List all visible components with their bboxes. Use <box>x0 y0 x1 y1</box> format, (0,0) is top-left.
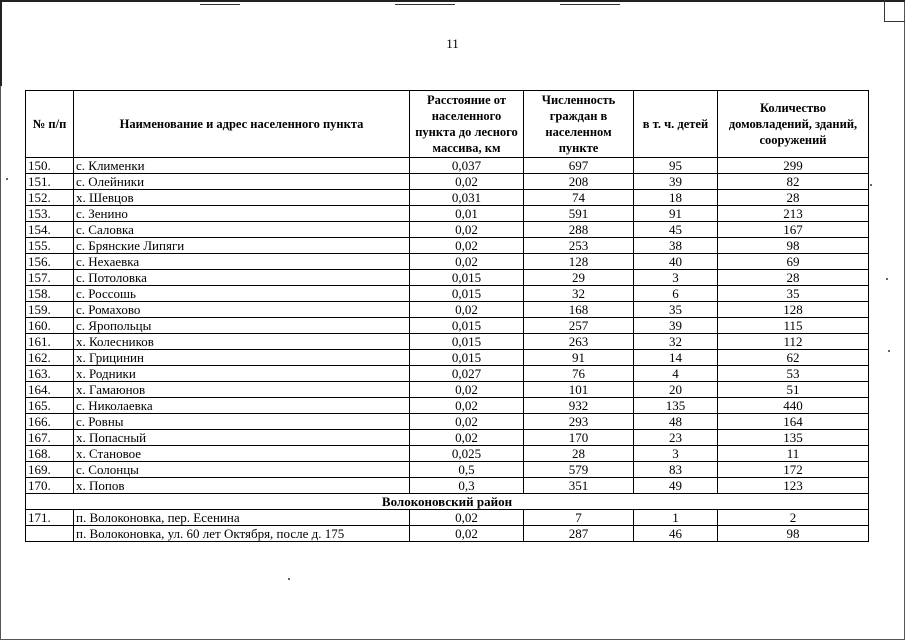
population-cell: 579 <box>524 462 634 478</box>
children-cell: 91 <box>634 206 718 222</box>
children-cell: 3 <box>634 270 718 286</box>
children-cell: 6 <box>634 286 718 302</box>
table-row <box>26 526 869 542</box>
row-number: 169. <box>26 462 74 478</box>
distance-cell: 0,02 <box>410 302 524 318</box>
table-row <box>26 238 869 254</box>
distance-cell: 0,02 <box>410 414 524 430</box>
settlement-name: с. Нехаевка <box>74 254 410 270</box>
children-cell: 135 <box>634 398 718 414</box>
distance-cell: 0,027 <box>410 366 524 382</box>
population-cell: 591 <box>524 206 634 222</box>
settlement-name: х. Становое <box>74 446 410 462</box>
row-number <box>26 526 74 542</box>
scan-artifact <box>560 4 620 5</box>
children-cell: 83 <box>634 462 718 478</box>
table-row <box>26 510 869 526</box>
children-cell: 38 <box>634 238 718 254</box>
scan-top-edge <box>0 0 905 2</box>
row-number: 166. <box>26 414 74 430</box>
distance-cell: 0,015 <box>410 286 524 302</box>
households-cell: 164 <box>718 414 869 430</box>
row-number: 156. <box>26 254 74 270</box>
distance-cell: 0,02 <box>410 222 524 238</box>
population-cell: 128 <box>524 254 634 270</box>
table-row <box>26 446 869 462</box>
row-number: 158. <box>26 286 74 302</box>
table-row <box>26 318 869 334</box>
col-header-children: в т. ч. детей <box>634 91 718 158</box>
row-number: 150. <box>26 158 74 174</box>
table-row <box>26 430 869 446</box>
row-number: 152. <box>26 190 74 206</box>
households-cell: 440 <box>718 398 869 414</box>
table-row <box>26 270 869 286</box>
scan-speck <box>888 350 890 352</box>
table-row <box>26 286 869 302</box>
population-cell: 7 <box>524 510 634 526</box>
settlement-name: х. Гамаюнов <box>74 382 410 398</box>
households-cell: 53 <box>718 366 869 382</box>
households-cell: 98 <box>718 238 869 254</box>
scan-corner <box>884 0 905 22</box>
households-cell: 28 <box>718 270 869 286</box>
children-cell: 4 <box>634 366 718 382</box>
households-cell: 128 <box>718 302 869 318</box>
row-number: 161. <box>26 334 74 350</box>
distance-cell: 0,02 <box>410 382 524 398</box>
table-row <box>26 254 869 270</box>
children-cell: 20 <box>634 382 718 398</box>
households-cell: 299 <box>718 158 869 174</box>
row-number: 163. <box>26 366 74 382</box>
distance-cell: 0,01 <box>410 206 524 222</box>
distance-cell: 0,3 <box>410 478 524 494</box>
scan-artifact <box>395 4 455 5</box>
population-cell: 28 <box>524 446 634 462</box>
children-cell: 18 <box>634 190 718 206</box>
table-row <box>26 222 869 238</box>
scan-artifact <box>200 4 240 5</box>
district-row <box>26 494 869 510</box>
population-cell: 32 <box>524 286 634 302</box>
population-cell: 170 <box>524 430 634 446</box>
row-number: 164. <box>26 382 74 398</box>
table-header-row <box>26 91 869 158</box>
households-cell: 11 <box>718 446 869 462</box>
distance-cell: 0,015 <box>410 270 524 286</box>
households-cell: 35 <box>718 286 869 302</box>
children-cell: 45 <box>634 222 718 238</box>
settlement-name: с. Зенино <box>74 206 410 222</box>
children-cell: 39 <box>634 174 718 190</box>
population-cell: 76 <box>524 366 634 382</box>
table-row <box>26 366 869 382</box>
households-cell: 82 <box>718 174 869 190</box>
table-row <box>26 158 869 174</box>
households-cell: 62 <box>718 350 869 366</box>
distance-cell: 0,015 <box>410 318 524 334</box>
settlement-name: с. Брянские Липяги <box>74 238 410 254</box>
scan-speck <box>6 178 8 180</box>
table-row <box>26 190 869 206</box>
households-cell: 115 <box>718 318 869 334</box>
scan-speck <box>886 278 888 280</box>
distance-cell: 0,02 <box>410 526 524 542</box>
table-row <box>26 398 869 414</box>
settlement-name: с. Яропольцы <box>74 318 410 334</box>
col-header-households: Количество домовладений, зданий, сооружений <box>718 91 869 158</box>
households-cell: 112 <box>718 334 869 350</box>
distance-cell: 0,015 <box>410 350 524 366</box>
settlement-name: с. Россошь <box>74 286 410 302</box>
settlement-name: х. Грицинин <box>74 350 410 366</box>
settlements-table <box>25 90 869 542</box>
row-number: 170. <box>26 478 74 494</box>
children-cell: 48 <box>634 414 718 430</box>
children-cell: 95 <box>634 158 718 174</box>
row-number: 151. <box>26 174 74 190</box>
distance-cell: 0,031 <box>410 190 524 206</box>
children-cell: 32 <box>634 334 718 350</box>
households-cell: 2 <box>718 510 869 526</box>
settlement-name: х. Колесников <box>74 334 410 350</box>
row-number: 159. <box>26 302 74 318</box>
row-number: 154. <box>26 222 74 238</box>
households-cell: 123 <box>718 478 869 494</box>
distance-cell: 0,02 <box>410 510 524 526</box>
distance-cell: 0,02 <box>410 254 524 270</box>
settlement-name: х. Родники <box>74 366 410 382</box>
settlement-name: х. Попов <box>74 478 410 494</box>
children-cell: 46 <box>634 526 718 542</box>
col-header-population: Численность граждан в населенном пункте <box>524 91 634 158</box>
col-header-distance: Расстояние от населенного пункта до лесного массива, км <box>410 91 524 158</box>
settlement-name: п. Волоконовка, ул. 60 лет Октября, после д. 175 <box>74 526 410 542</box>
population-cell: 101 <box>524 382 634 398</box>
settlement-name: с. Ромахово <box>74 302 410 318</box>
scan-speck <box>288 578 290 580</box>
population-cell: 168 <box>524 302 634 318</box>
district-heading: Волоконовский район <box>26 494 869 510</box>
settlement-name: с. Николаевка <box>74 398 410 414</box>
table-row <box>26 478 869 494</box>
children-cell: 40 <box>634 254 718 270</box>
col-header-name: Наименование и адрес населенного пункта <box>74 91 410 158</box>
row-number: 171. <box>26 510 74 526</box>
row-number: 162. <box>26 350 74 366</box>
households-cell: 69 <box>718 254 869 270</box>
distance-cell: 0,025 <box>410 446 524 462</box>
settlement-name: х. Попасный <box>74 430 410 446</box>
population-cell: 208 <box>524 174 634 190</box>
children-cell: 23 <box>634 430 718 446</box>
settlement-name: с. Ровны <box>74 414 410 430</box>
children-cell: 35 <box>634 302 718 318</box>
distance-cell: 0,015 <box>410 334 524 350</box>
households-cell: 51 <box>718 382 869 398</box>
table-row <box>26 382 869 398</box>
row-number: 167. <box>26 430 74 446</box>
children-cell: 1 <box>634 510 718 526</box>
table-row <box>26 302 869 318</box>
settlement-name: с. Клименки <box>74 158 410 174</box>
population-cell: 351 <box>524 478 634 494</box>
row-number: 160. <box>26 318 74 334</box>
population-cell: 932 <box>524 398 634 414</box>
households-cell: 167 <box>718 222 869 238</box>
population-cell: 91 <box>524 350 634 366</box>
row-number: 168. <box>26 446 74 462</box>
page-number: 11 <box>446 36 459 51</box>
settlement-name: с. Олейники <box>74 174 410 190</box>
row-number: 165. <box>26 398 74 414</box>
children-cell: 14 <box>634 350 718 366</box>
population-cell: 697 <box>524 158 634 174</box>
row-number: 155. <box>26 238 74 254</box>
table-row <box>26 334 869 350</box>
settlement-name: п. Волоконовка, пер. Есенина <box>74 510 410 526</box>
settlement-name: х. Шевцов <box>74 190 410 206</box>
table-row <box>26 350 869 366</box>
population-cell: 29 <box>524 270 634 286</box>
table-body <box>26 158 869 542</box>
table-row <box>26 206 869 222</box>
distance-cell: 0,037 <box>410 158 524 174</box>
children-cell: 49 <box>634 478 718 494</box>
settlement-name: с. Солонцы <box>74 462 410 478</box>
distance-cell: 0,02 <box>410 430 524 446</box>
population-cell: 293 <box>524 414 634 430</box>
population-cell: 253 <box>524 238 634 254</box>
table-row <box>26 414 869 430</box>
children-cell: 39 <box>634 318 718 334</box>
table-row <box>26 174 869 190</box>
households-cell: 98 <box>718 526 869 542</box>
children-cell: 3 <box>634 446 718 462</box>
row-number: 157. <box>26 270 74 286</box>
distance-cell: 0,02 <box>410 238 524 254</box>
households-cell: 28 <box>718 190 869 206</box>
population-cell: 288 <box>524 222 634 238</box>
population-cell: 287 <box>524 526 634 542</box>
distance-cell: 0,02 <box>410 398 524 414</box>
distance-cell: 0,5 <box>410 462 524 478</box>
table-row <box>26 462 869 478</box>
population-cell: 74 <box>524 190 634 206</box>
distance-cell: 0,02 <box>410 174 524 190</box>
scan-speck <box>870 184 872 186</box>
households-cell: 172 <box>718 462 869 478</box>
settlement-name: с. Саловка <box>74 222 410 238</box>
households-cell: 213 <box>718 206 869 222</box>
population-cell: 263 <box>524 334 634 350</box>
col-header-number: № п/п <box>26 91 74 158</box>
settlement-name: с. Потоловка <box>74 270 410 286</box>
households-cell: 135 <box>718 430 869 446</box>
population-cell: 257 <box>524 318 634 334</box>
row-number: 153. <box>26 206 74 222</box>
